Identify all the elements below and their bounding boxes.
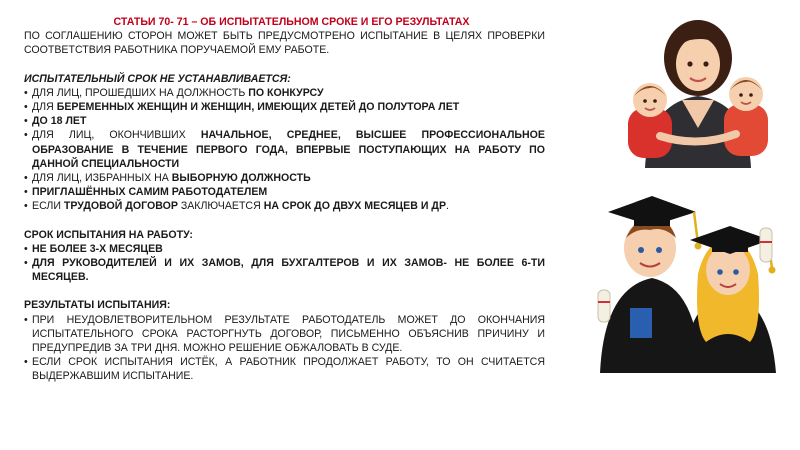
results-list — [24, 313, 545, 384]
term-section — [24, 228, 545, 285]
not-established-list — [24, 86, 545, 214]
list-item: • ДЛЯ ЛИЦ, ИЗБРАННЫХ НА ВЫБОРНУЮ ДОЛЖНОСТЬ — [24, 171, 545, 185]
list-item: • ЕСЛИ ТРУДОВОЙ ДОГОВОР ЗАКЛЮЧАЕТСЯ НА СРОК ДО ДВУХ МЕСЯЦЕВ И ДР. — [24, 199, 545, 213]
list-item: • НЕ БОЛЕЕ 3-Х МЕСЯЦЕВ — [24, 242, 545, 256]
list-item: • ДЛЯ РУКОВОДИТЕЛЕЙ И ИХ ЗАМОВ, ДЛЯ БУХГАЛТЕРОВ И ИХ ЗАМОВ- НЕ БОЛЕЕ 6-ТИ МЕСЯЦЕВ. — [24, 256, 545, 284]
term-heading: СРОК ИСПЫТАНИЯ НА РАБОТУ: — [24, 228, 193, 241]
list-item: • ДЛЯ ЛИЦ, ОКОНЧИВШИХ НАЧАЛЬНОЕ, СРЕДНЕЕ, ВЫСШЕЕ ПРОФЕССИОНАЛЬНОЕ ОБРАЗОВАНИЕ В ТЕЧЕНИЕ ПЕРВОГО ГОДА, ВПЕРВЫЕ ПОСТУПАЮЩИХ НА РАБОТУ ПО ДАННОЙ СПЕЦИАЛЬНОСТИ — [24, 128, 545, 171]
graduates-illustration — [590, 178, 785, 373]
results-section — [24, 298, 545, 383]
results-heading: РЕЗУЛЬТАТЫ ИСПЫТАНИЯ: — [24, 299, 171, 312]
list-item: • ПРИ НЕУДОВЛЕТВОРИТЕЛЬНОМ РЕЗУЛЬТАТЕ РАБОТОДАТЕЛЬ МОЖЕТ ДО ОКОНЧАНИЯ ИСПЫТАТЕЛЬНОГО СРОКА РАСТОРГНУТЬ ДОГОВОР, ПИСЬМЕННО ОБЪЯСНИВ ПРИЧИНУ И ПРЕДУПРЕДИВ ЗА ТРИ ДНЯ. МОЖНО РЕШЕНИЕ ОБЖАЛОВАТЬ В СУДЕ. — [24, 313, 545, 356]
mother-with-children-illustration — [620, 8, 775, 168]
list-item: • ДЛЯ ЛИЦ, ПРОШЕДШИХ НА ДОЛЖНОСТЬ ПО КОНКУРСУ — [24, 86, 545, 100]
term-list — [24, 242, 545, 285]
list-item: • ДО 18 ЛЕТ — [24, 114, 545, 128]
list-item: • ПРИГЛАШЁННЫХ САМИМ РАБОТОДАТЕЛЕМ — [24, 185, 545, 199]
not-established-section — [24, 72, 545, 214]
list-item: • ЕСЛИ СРОК ИСПЫТАНИЯ ИСТЁК, А РАБОТНИК ПРОДОЛЖАЕТ РАБОТУ, ТО ОН СЧИТАЕТСЯ ВЫДЕРЖАВШИМ ИСПЫТАНИЕ. — [24, 355, 545, 383]
not-established-heading: ИСПЫТАТЕЛЬНЫЙ СРОК НЕ УСТАНАВЛИВАЕТСЯ: — [24, 72, 291, 85]
page-title: СТАТЬИ 70- 71 – ОБ ИСПЫТАТЕЛЬНОМ СРОКЕ И ЕГО РЕЗУЛЬТАТАХ — [113, 16, 470, 28]
list-item: • ДЛЯ БЕРЕМЕННЫХ ЖЕНЩИН И ЖЕНЩИН, ИМЕЮЩИХ ДЕТЕЙ ДО ПОЛУТОРА ЛЕТ — [24, 100, 545, 114]
main-text — [24, 15, 545, 384]
intro-paragraph: ПО СОГЛАШЕНИЮ СТОРОН МОЖЕТ БЫТЬ ПРЕДУСМОТРЕНО ИСПЫТАНИЕ В ЦЕЛЯХ ПРОВЕРКИ СООТВЕТСТВИЯ РАБОТНИКА ПОРУЧАЕМОЙ ЕМУ РАБОТЕ. — [24, 30, 545, 57]
